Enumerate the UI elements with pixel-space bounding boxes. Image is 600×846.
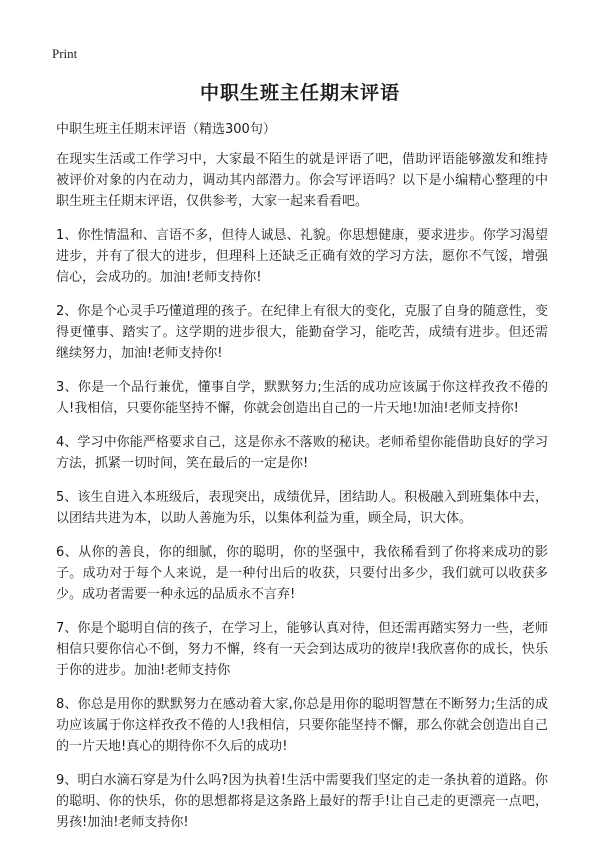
comment-paragraph-2: 2、你是个心灵手巧懂道理的孩子。在纪律上有很大的变化，克服了自身的随意性，变得更懂事、踏实了。这学期的进步很大，能勤奋学习，能吃苦，成绩有进步。但还需继续努力，加油!老师支持你!	[56, 304, 548, 361]
print-link[interactable]: Print	[52, 46, 78, 61]
comment-paragraph-7: 7、你是个聪明自信的孩子，在学习上，能够认真对待，但还需再踏实努力一些，老师相信只要你信心不倒，努力不懈，终有一天会到达成功的彼岸!我欣喜你的成长，快乐于你的进步。加油!老师支持你	[56, 621, 548, 678]
comment-paragraph-1: 1、你性情温和、言语不多，但待人诚恳、礼貌。你思想健康，要求进步。你学习渴望进步，并有了很大的进步，但理科上还缺乏正确有效的学习方法，愿你不气馁，增强信心，会成功的。加油!老师支持你!	[56, 228, 548, 285]
comment-paragraph-4: 4、学习中你能严格要求自己，这是你永不落败的秘诀。老师希望你能借助良好的学习方法，抓紧一切时间，笑在最后的一定是你!	[56, 435, 548, 471]
article-body	[56, 119, 548, 846]
comment-paragraph-6: 6、从你的善良，你的细腻，你的聪明，你的坚强中，我依稀看到了你将来成功的影子。成功对于每个人来说，是一种付出后的收获，只要付出多少，我们就可以收获多少。成功者需要一种永远的品质永不言弃!	[56, 545, 548, 602]
comment-paragraph-8: 8、你总是用你的默默努力在感动着大家,你总是用你的聪明智慧在不断努力;生活的成功应该属于你这样孜孜不倦的人!我相信，只要你能坚持不懈，那么你就会创造出自己的一片天地!真心的期待你不久后的成功!	[56, 697, 548, 754]
page-title: 中职生班主任期末评语	[199, 82, 400, 104]
intro-paragraph: 在现实生活或工作学习中，大家最不陌生的就是评语了吧，借助评语能够激发和维持被评价对象的内在动力，调动其内部潜力。你会写评语吗？以下是小编精心整理的中职生班主任期末评语，仅供参考，大家一起来看看吧。	[56, 152, 548, 209]
comment-paragraph-5: 5、该生自进入本班级后，表现突出，成绩优异，团结助人。积极融入到班集体中去，以团结共进为本，以助人善施为乐，以集体利益为重，顾全局，识大体。	[56, 490, 548, 526]
comment-paragraph-3: 3、你是一个品行兼优，懂事自学，默默努力;生活的成功应该属于你这样孜孜不倦的人!我相信，只要你能坚持不懈，你就会创造出自己的一片天地!加油!老师支持你!	[56, 380, 548, 416]
subtitle: 中职生班主任期末评语（精选300句）	[56, 122, 276, 137]
comment-paragraph-9: 9、明白水滴石穿是为什么吗?因为执着!生活中需要我们坚定的走一条执着的道路。你的聪明、你的快乐，你的思想都将是这条路上最好的帮手!让自己走的更漂亮一点吧，男孩!加油!老师支持你!	[56, 773, 548, 830]
